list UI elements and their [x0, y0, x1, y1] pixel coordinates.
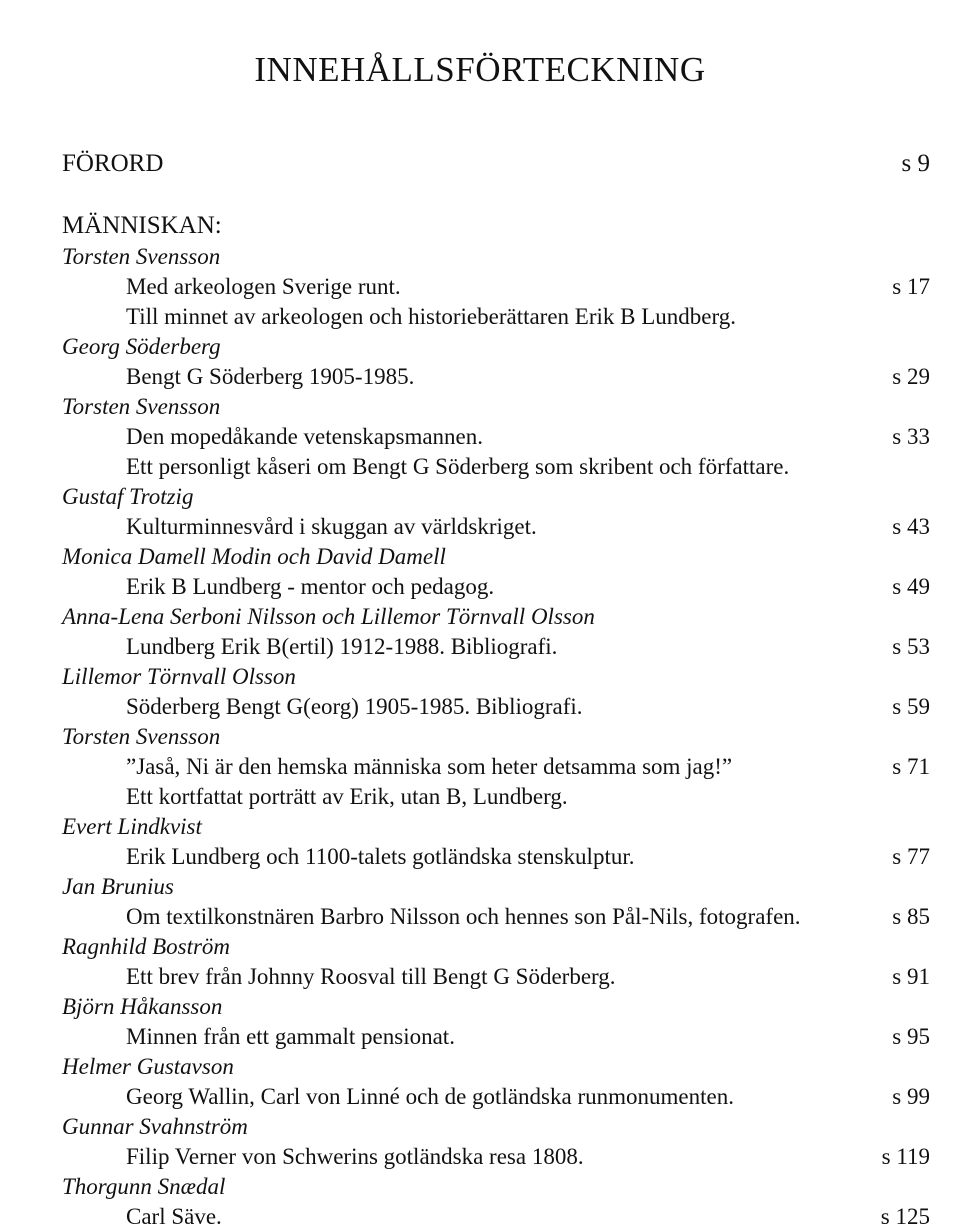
toc-author: Evert Lindkvist [62, 814, 202, 839]
toc-entry-row [0, 422, 960, 452]
toc-author: Ragnhild Boström [62, 934, 231, 959]
toc-author-row [0, 872, 960, 902]
toc-entry-row [0, 512, 960, 542]
toc-entry-row [0, 842, 960, 872]
toc-author-row [0, 932, 960, 962]
toc-page-number: s 17 [892, 274, 930, 299]
toc-author-row [0, 722, 960, 752]
toc-entry-row [0, 1202, 960, 1231]
toc-entry-title: Minnen från ett gammalt pensionat. [126, 1024, 455, 1049]
toc-author-row [0, 482, 960, 512]
toc-entry-title: Bengt G Söderberg 1905-1985. [126, 364, 415, 389]
toc-entry-row [0, 452, 960, 482]
toc-entry-row [0, 902, 960, 932]
toc-author-row [0, 992, 960, 1022]
toc-entry-row [0, 632, 960, 662]
toc-author-row [0, 332, 960, 362]
page-title: INNEHÅLLSFÖRTECKNING [254, 50, 706, 89]
toc-page-number: s 99 [892, 1084, 930, 1109]
toc-author: Anna-Lena Serboni Nilsson och Lillemor Törnvall Olsson [62, 604, 595, 629]
table-of-contents [0, 242, 960, 1231]
toc-page-number: s 53 [892, 634, 930, 659]
toc-author-row [0, 602, 960, 632]
toc-author-row [0, 1172, 960, 1202]
toc-entry-title: Kulturminnesvård i skuggan av världskriget. [126, 514, 537, 539]
toc-entry-row [0, 752, 960, 782]
toc-entry-title: Om textilkonstnären Barbro Nilsson och hennes son Pål-Nils, fotografen. [126, 904, 801, 929]
toc-author-row [0, 242, 960, 272]
toc-entry-row [0, 1082, 960, 1112]
toc-entry-title: Lundberg Erik B(ertil) 1912-1988. Bibliografi. [126, 634, 558, 659]
toc-entry-title: Erik B Lundberg - mentor och pedagog. [126, 574, 495, 599]
toc-page-number: s 43 [892, 514, 930, 539]
toc-entry-title: Filip Verner von Schwerins gotländska resa 1808. [126, 1144, 584, 1169]
foreword-page-number: s 9 [901, 150, 930, 177]
toc-page-number: s 59 [892, 694, 930, 719]
toc-entry-title: Söderberg Bengt G(eorg) 1905-1985. Bibliografi. [126, 694, 583, 719]
toc-author: Jan Brunius [62, 874, 174, 899]
toc-author: Lillemor Törnvall Olsson [62, 664, 296, 689]
toc-page-number: s 33 [892, 424, 930, 449]
toc-page-number: s 77 [892, 844, 930, 869]
toc-author: Gunnar Svahnström [62, 1114, 248, 1139]
toc-page-number: s 95 [892, 1024, 930, 1049]
toc-author-row [0, 392, 960, 422]
toc-entry-title: Ett personligt kåseri om Bengt G Söderberg som skribent och författare. [126, 454, 790, 479]
toc-author: Torsten Svensson [62, 244, 221, 269]
toc-author-row [0, 542, 960, 572]
toc-entry-title: Ett brev från Johnny Roosval till Bengt G Söderberg. [126, 964, 616, 989]
toc-author-row [0, 812, 960, 842]
toc-page-number: s 49 [892, 574, 930, 599]
toc-entry-row [0, 1142, 960, 1172]
toc-author-row [0, 1052, 960, 1082]
toc-entry-title: Den mopedåkande vetenskapsmannen. [126, 424, 484, 449]
toc-page-number: s 119 [881, 1144, 930, 1169]
toc-entry-row [0, 962, 960, 992]
toc-entry-row [0, 302, 960, 332]
toc-entry-row [0, 1022, 960, 1052]
toc-page-number: s 29 [892, 364, 930, 389]
toc-author: Gustaf Trotzig [62, 484, 194, 509]
toc-entry-row [0, 782, 960, 812]
toc-author: Thorgunn Snædal [62, 1174, 226, 1199]
toc-entry-row [0, 272, 960, 302]
toc-author: Torsten Svensson [62, 394, 221, 419]
toc-author-row [0, 1112, 960, 1142]
section-heading: MÄNNISKAN: [62, 212, 222, 239]
toc-page-number: s 91 [892, 964, 930, 989]
toc-author-row [0, 662, 960, 692]
toc-page-number: s 85 [892, 904, 930, 929]
toc-author: Torsten Svensson [62, 724, 221, 749]
toc-author: Monica Damell Modin och David Damell [62, 544, 446, 569]
toc-page-number: s 125 [880, 1204, 930, 1229]
toc-entry-row [0, 362, 960, 392]
toc-author: Helmer Gustavson [62, 1054, 234, 1079]
toc-entry-title: Till minnet av arkeologen och historieberättaren Erik B Lundberg. [126, 304, 736, 329]
toc-author: Björn Håkansson [62, 994, 223, 1019]
foreword-label: FÖRORD [62, 150, 164, 177]
toc-entry-title: Erik Lundberg och 1100-talets gotländska stenskulptur. [126, 844, 635, 869]
toc-entry-row [0, 692, 960, 722]
toc-entry-row [0, 572, 960, 602]
toc-entry-title: Med arkeologen Sverige runt. [126, 274, 401, 299]
toc-entry-title: Ett kortfattat porträtt av Erik, utan B, Lundberg. [126, 784, 568, 809]
toc-author: Georg Söderberg [62, 334, 221, 359]
toc-entry-title: Georg Wallin, Carl von Linné och de gotländska runmonumenten. [126, 1084, 734, 1109]
toc-entry-title: Carl Säve. [126, 1204, 222, 1229]
toc-entry-title: ”Jaså, Ni är den hemska människa som heter detsamma som jag!” [126, 754, 733, 779]
toc-page-number: s 71 [892, 754, 930, 779]
